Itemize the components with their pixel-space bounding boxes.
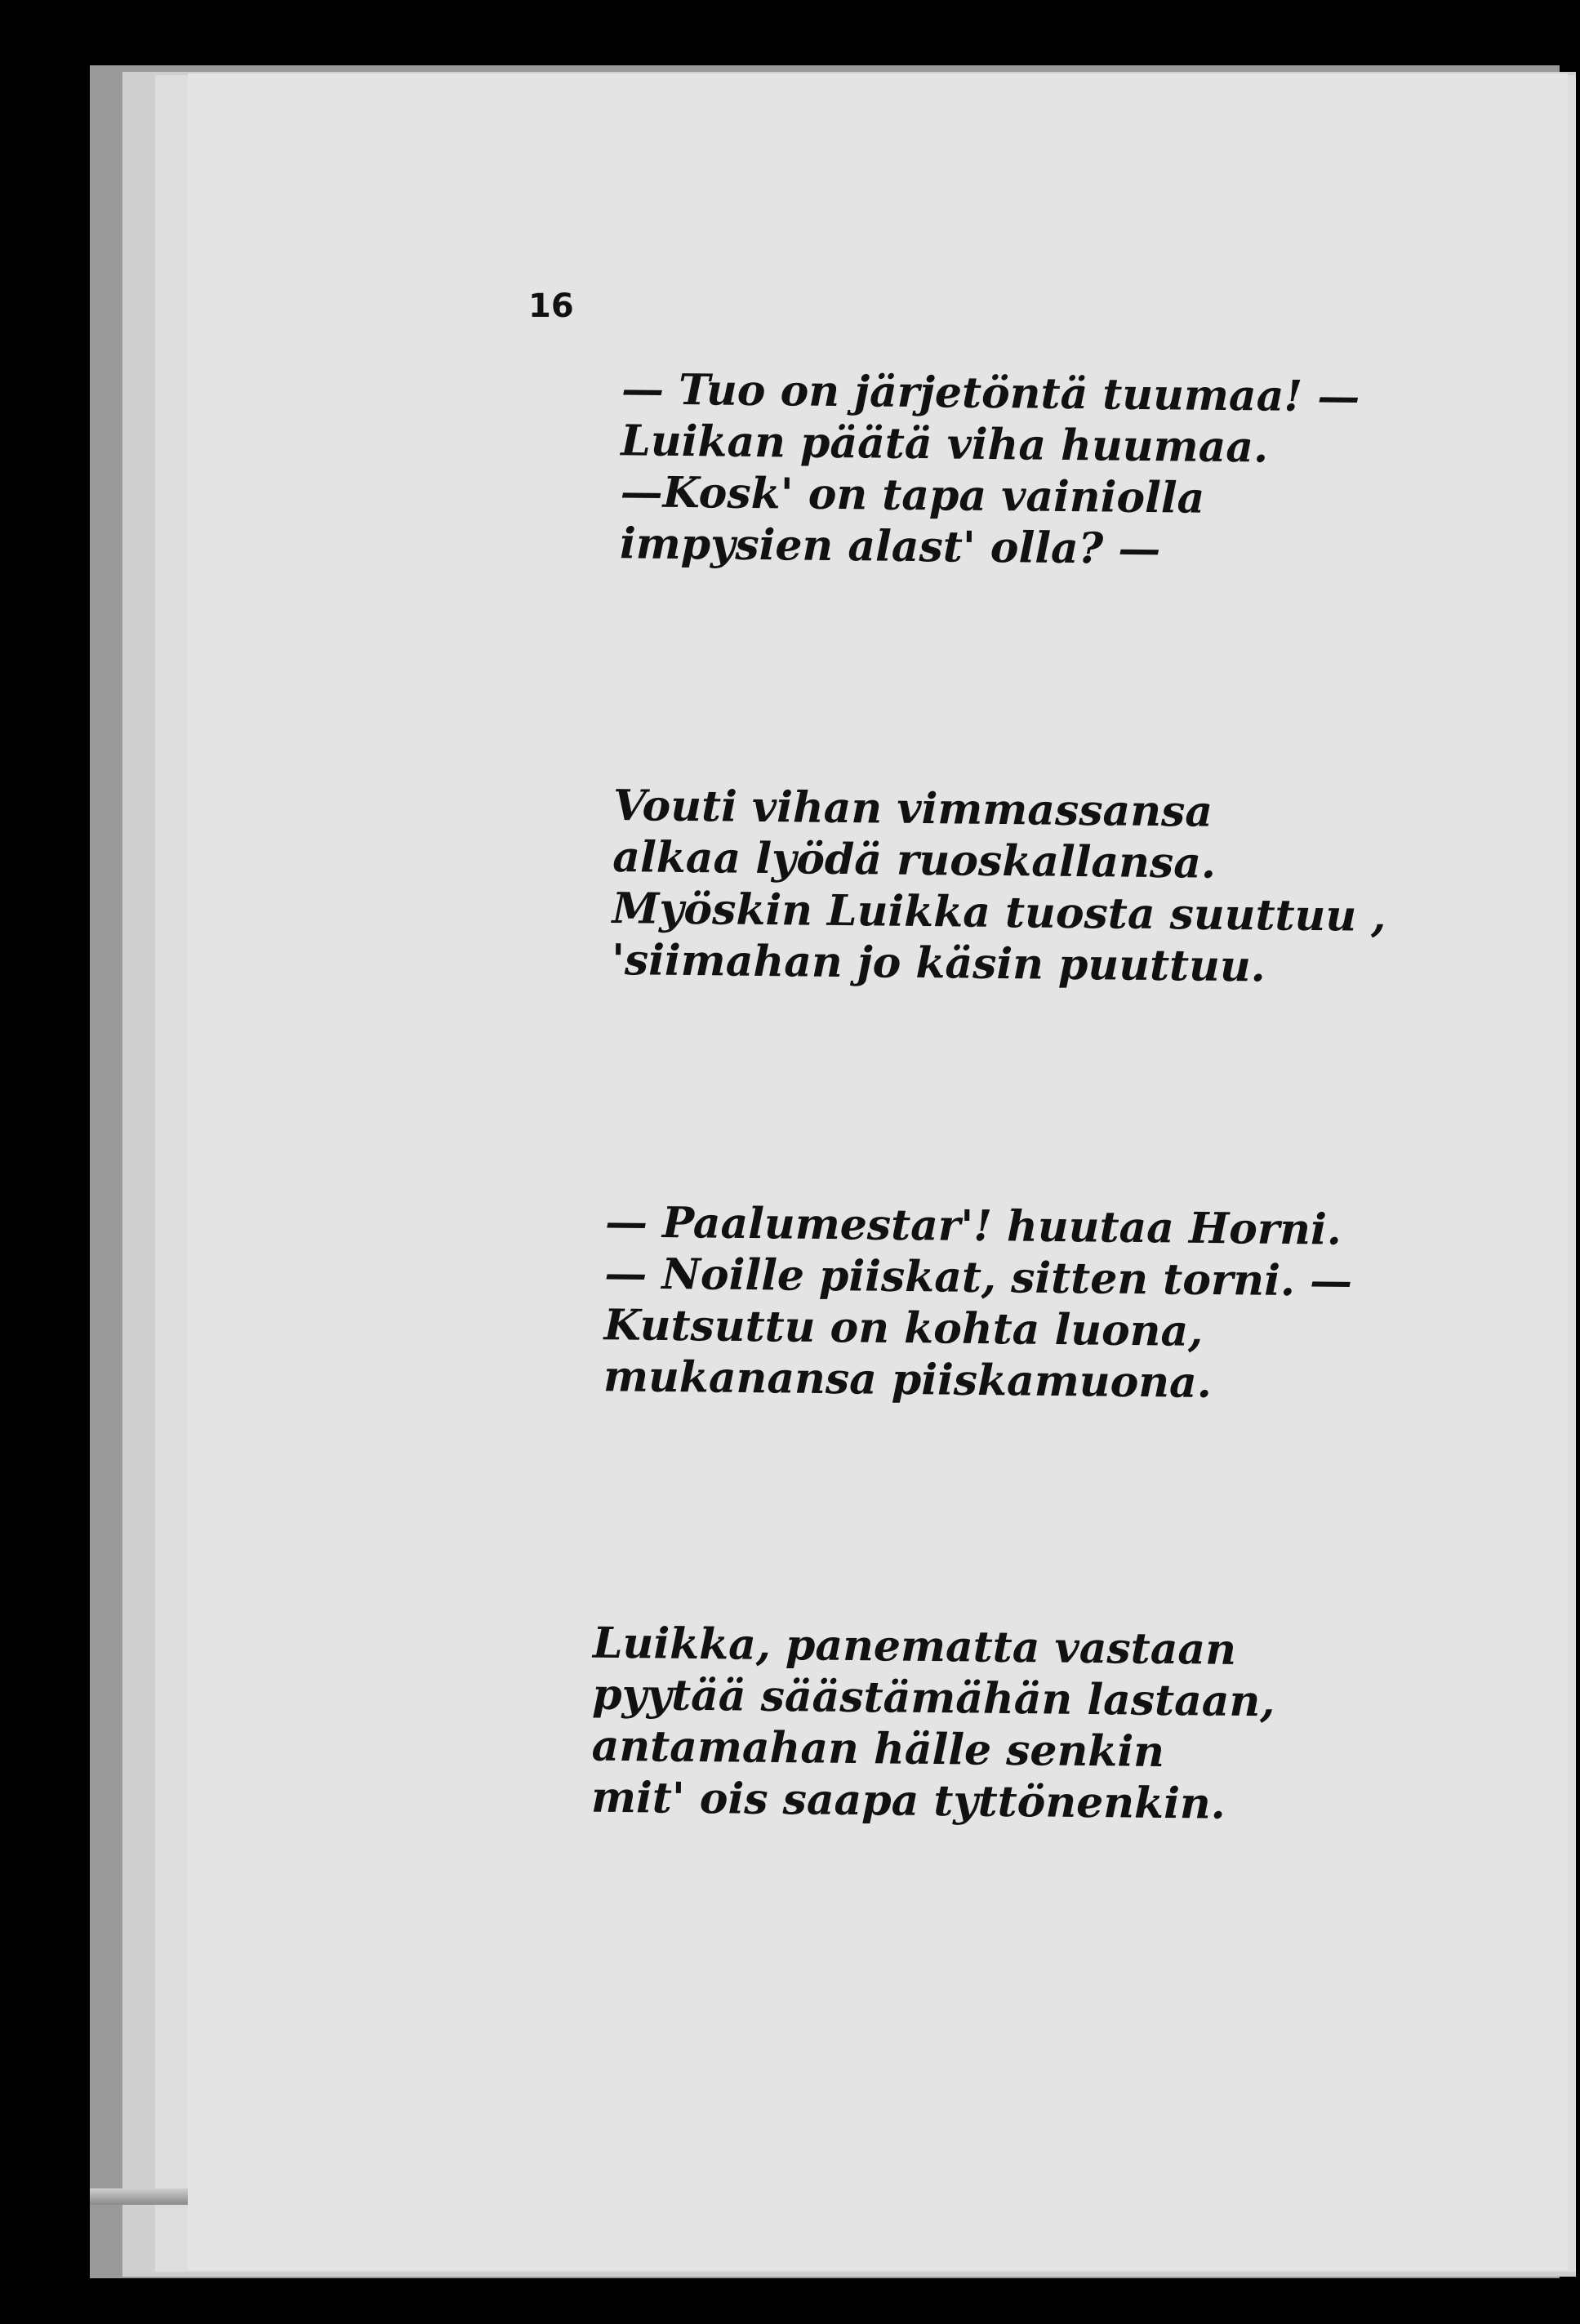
page-number: 16 (528, 287, 574, 325)
stanza-2 (612, 780, 1387, 994)
verse-line: 'siimahan jo käsin puuttuu. (611, 935, 1266, 992)
verse-line: — Noille piiskat, sitten torni. — (604, 1249, 1353, 1307)
verse-line: — Paalumestar'! huutaa Horni. (604, 1197, 1342, 1255)
verse-line: alkaa lyödä ruoskallansa. (612, 832, 1217, 888)
verse-line: mukanansa piiskamuona. (603, 1351, 1213, 1408)
verse-line: Kutsuttu on kohta luona, (603, 1300, 1204, 1356)
stanza-1 (620, 363, 1360, 577)
verse-line: Vouti vihan vimmassansa (612, 781, 1213, 837)
verse-line: Myöskin Luikka tuosta suuttuu , (612, 884, 1386, 942)
verse-line: antamahan hälle senkin (591, 1721, 1165, 1777)
stanza-3 (603, 1196, 1353, 1410)
verse-line: pyytää säästämähän lastaan, (592, 1669, 1275, 1727)
verse-line: impysien alast' olla? — (619, 519, 1161, 575)
stanza-4 (591, 1618, 1276, 1831)
verse-line: — Tuo on järjetöntä tuumaa! — (621, 364, 1360, 422)
verse-line: Luikan päätä viha huumaa. (621, 416, 1269, 473)
verse-line: —Kosk' on tapa vainiolla (620, 467, 1205, 523)
verse-line: Luikka, panematta vastaan (592, 1618, 1237, 1675)
verse-line: mit' ois saapa tyttönenkin. (590, 1772, 1226, 1829)
